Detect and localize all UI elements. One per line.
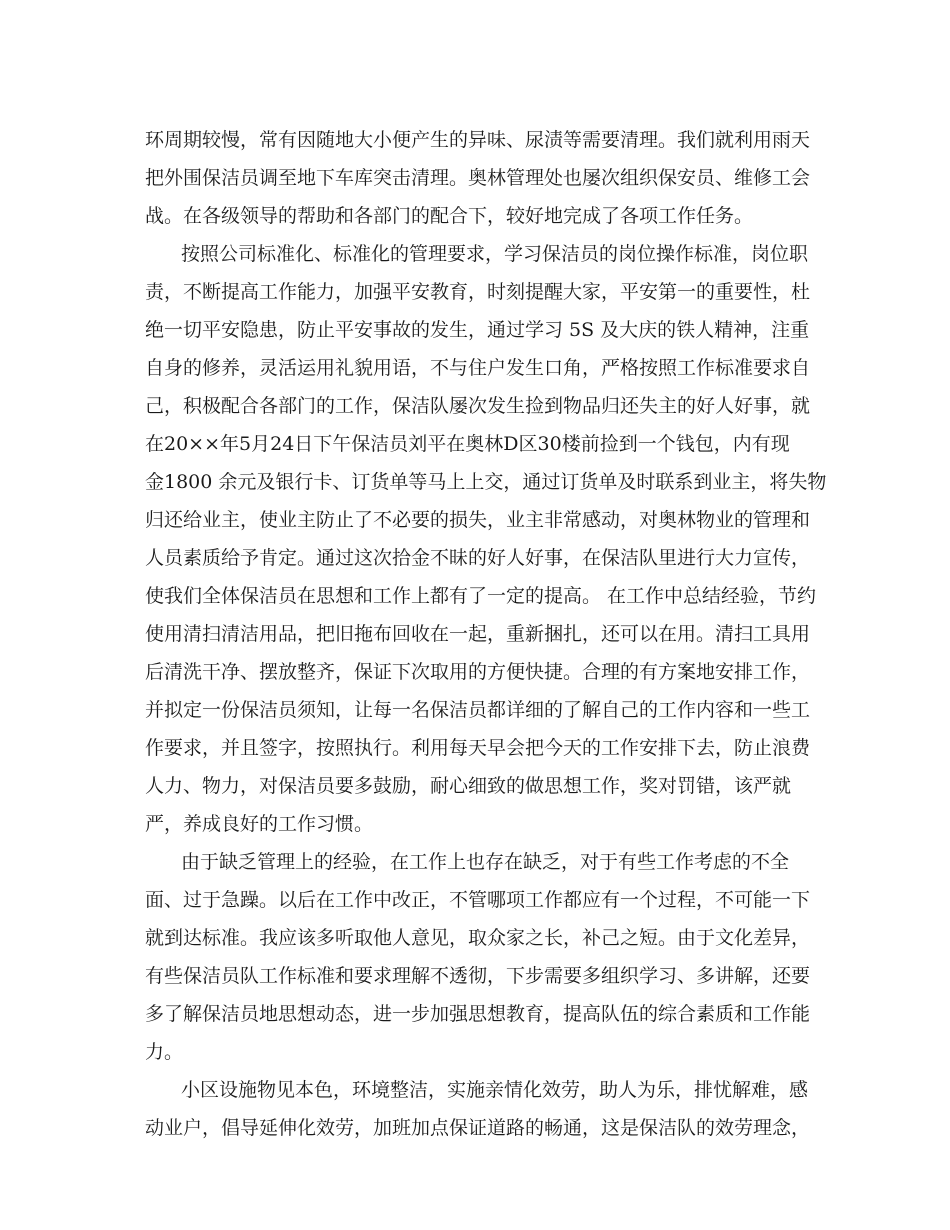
text-line: 并拟定一份保洁员须知，让每一名保洁员都详细的了解自己的工作内容和一些工 bbox=[145, 699, 811, 721]
text-line: 严，养成良好的工作习惯。 bbox=[145, 813, 374, 835]
text-line: 人员素质给予肯定。通过这次拾金不昧的好人好事，在保洁队里进行大力宣传， bbox=[145, 547, 811, 569]
text-line: 有些保洁员队工作标准和要求理解不透彻，下步需要多组织学习、多讲解，还要 bbox=[145, 965, 811, 987]
text-line: 责，不断提高工作能力，加强平安教育，时刻提醒大家，平安第一的重要性，杜 bbox=[145, 281, 811, 303]
paragraph-start: 由于缺乏管理上的经验，在工作上也存在缺乏，对于有些工作考虑的不全 bbox=[181, 851, 790, 873]
text-line: 环周期较慢，常有因随地大小便产生的异味、尿渍等需要清理。我们就利用雨天 bbox=[145, 129, 811, 151]
text-line: 战。在各级领导的帮助和各部门的配合下，较好地完成了各项工作任务。 bbox=[145, 205, 754, 227]
text-line: 作要求，并且签字，按照执行。利用每天早会把今天的工作安排下去，防止浪费 bbox=[145, 737, 811, 759]
text-line: 金1800 余元及银行卡、订货单等马上上交，通过订货单及时联系到业主，将失物 bbox=[145, 471, 827, 493]
text-line: 归还给业主，使业主防止了不必要的损失，业主非常感动，对奥林物业的管理和 bbox=[145, 509, 811, 531]
text-line: 力。 bbox=[145, 1041, 184, 1063]
text-line: 就到达标准。我应该多听取他人意见，取众家之长，补己之短。由于文化差异， bbox=[145, 927, 811, 949]
text-line: 使我们全体保洁员在思想和工作上都有了一定的提高。 在工作中总结经验，节约 bbox=[145, 585, 817, 607]
text-line: 多了解保洁员地思想动态，进一步加强思想教育，提高队伍的综合素质和工作能 bbox=[145, 1003, 811, 1025]
paragraph-start: 按照公司标准化、标准化的管理要求，学习保洁员的岗位操作标准，岗位职 bbox=[181, 243, 809, 265]
text-line: 面、过于急躁。以后在工作中改正，不管哪项工作都应有一个过程，不可能一下 bbox=[145, 889, 811, 911]
text-line: 在20××年5月24日下午保洁员刘平在奥林D区30楼前捡到一个钱包，内有现 bbox=[145, 433, 790, 455]
text-line: 绝一切平安隐患，防止平安事故的发生，通过学习 5S 及大庆的铁人精神，注重 bbox=[145, 319, 810, 341]
text-line: 后清洗干净、摆放整齐，保证下次取用的方便快捷。合理的有方案地安排工作， bbox=[145, 661, 811, 683]
text-line: 己，积极配合各部门的工作，保洁队屡次发生捡到物品归还失主的好人好事，就 bbox=[145, 395, 811, 417]
text-line: 人力、物力，对保洁员要多鼓励，耐心细致的做思想工作，奖对罚错，该严就 bbox=[145, 775, 792, 797]
text-line: 使用清扫清洁用品，把旧拖布回收在一起，重新捆扎，还可以在用。清扫工具用 bbox=[145, 623, 811, 645]
text-line: 自身的修养，灵活运用礼貌用语，不与住户发生口角，严格按照工作标准要求自 bbox=[145, 357, 811, 379]
paragraph-start: 小区设施物见本色，环境整洁，实施亲情化效劳，助人为乐，排忧解难，感 bbox=[181, 1079, 809, 1101]
text-line: 把外围保洁员调至地下车库突击清理。奥林管理处也屡次组织保安员、维修工会 bbox=[145, 167, 811, 189]
text-line: 动业户，倡导延伸化效劳，加班加点保证道路的畅通，这是保洁队的效劳理念， bbox=[145, 1117, 811, 1139]
